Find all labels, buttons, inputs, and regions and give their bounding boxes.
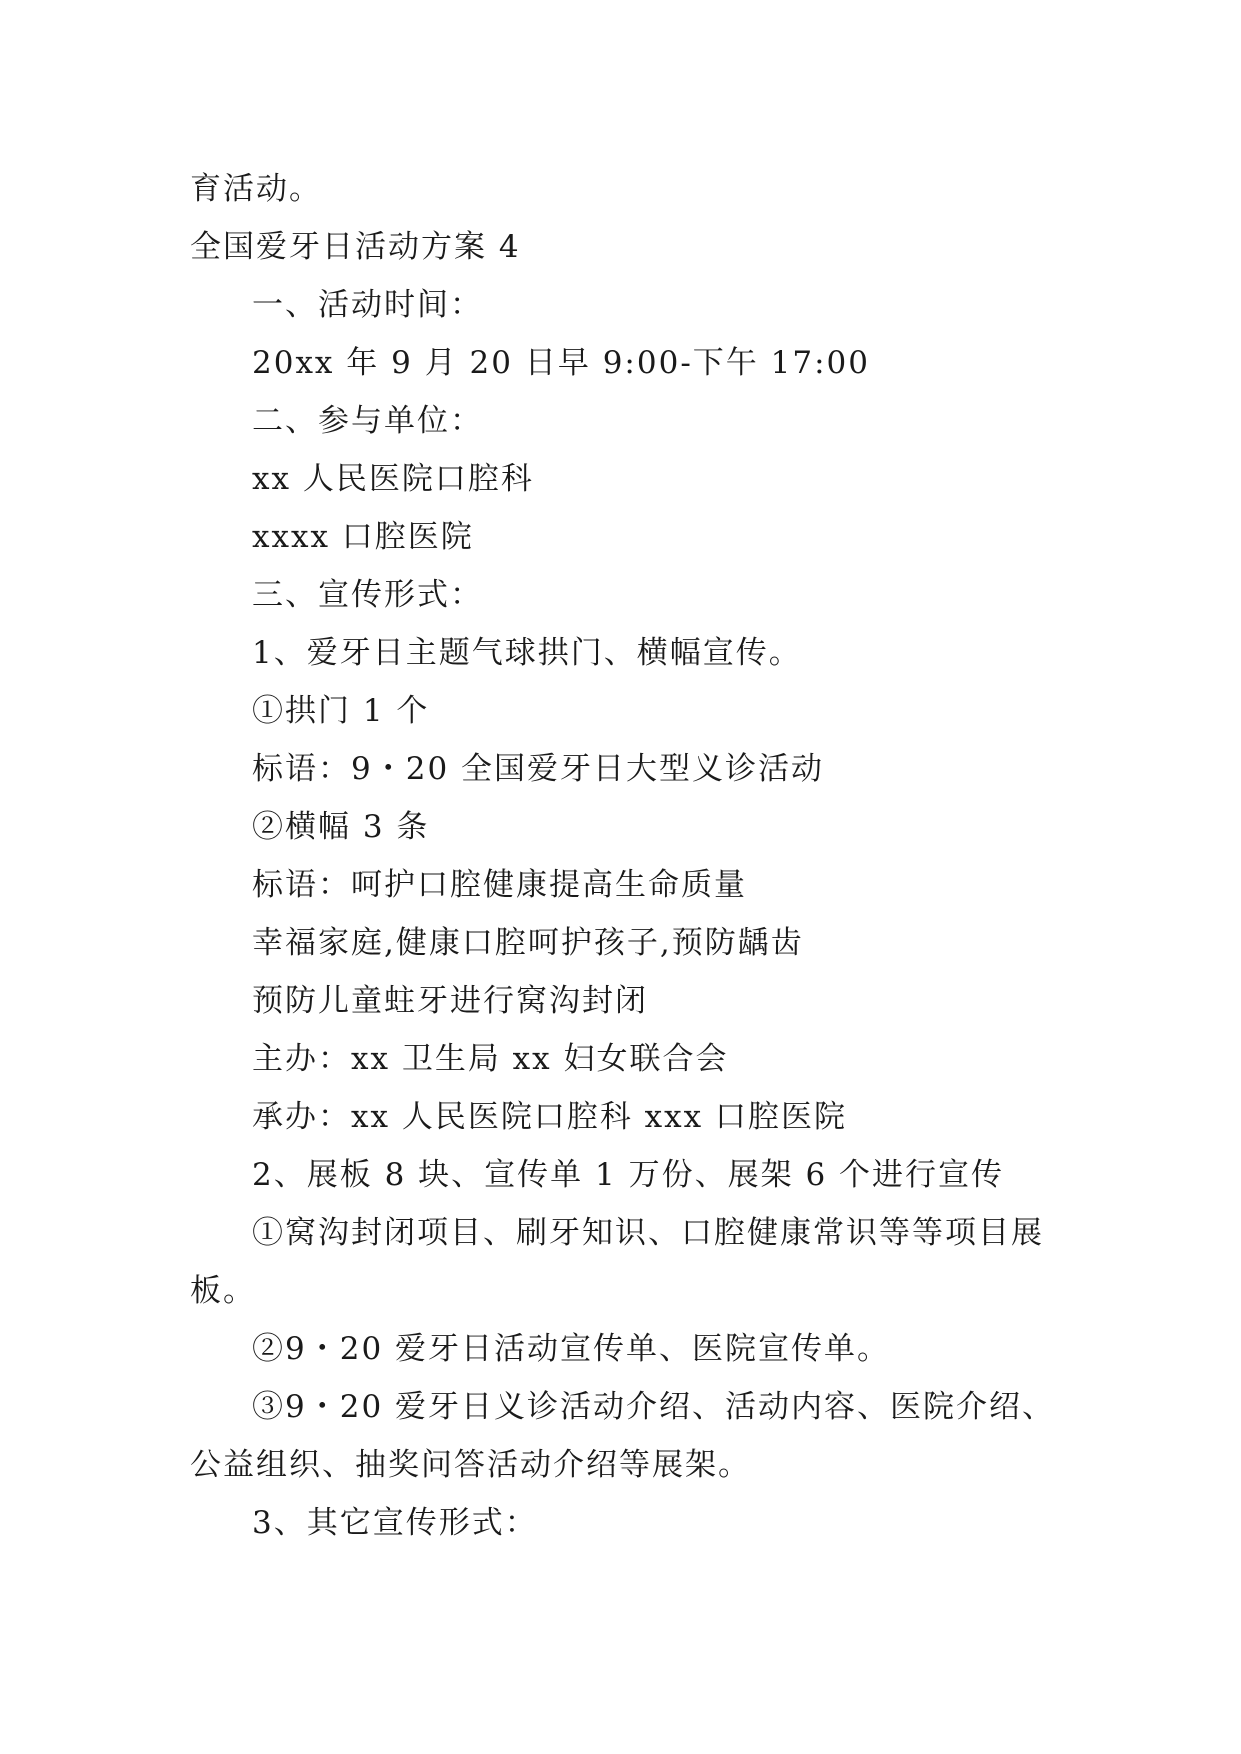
text-line: ①拱门 1 个 <box>252 693 430 729</box>
document-body <box>190 160 1056 1552</box>
subheading-publicity: 三、宣传形式： <box>252 577 483 613</box>
text-line: ①窝沟封闭项目、刷牙知识、口腔健康常识等等项目展 <box>252 1215 1044 1251</box>
text-line: 预防儿童蛀牙进行窝沟封闭 <box>252 983 648 1019</box>
subheading-participants: 二、参与单位： <box>252 403 483 439</box>
text-line: 主办：xx 卫生局 xx 妇女联合会 <box>252 1041 729 1077</box>
text-line: 育活动。 <box>190 171 322 207</box>
text-line: 标语：呵护口腔健康提高生命质量 <box>252 867 747 903</box>
text-line: 板。 <box>190 1273 256 1309</box>
text-line: ②横幅 3 条 <box>252 809 430 845</box>
section-heading: 全国爱牙日活动方案 4 <box>190 229 521 265</box>
text-line: 公益组织、抽奖问答活动介绍等展架。 <box>190 1447 751 1483</box>
text-line: xxxx 口腔医院 <box>252 519 474 555</box>
text-line: ③9・20 爱牙日义诊活动介绍、活动内容、医院介绍、 <box>252 1389 1056 1425</box>
text-line: ②9・20 爱牙日活动宣传单、医院宣传单。 <box>252 1331 891 1367</box>
text-line: 3、其它宣传形式： <box>252 1505 538 1541</box>
text-line: xx 人民医院口腔科 <box>252 461 534 497</box>
subheading-time: 一、活动时间： <box>252 287 483 323</box>
text-line: 幸福家庭,健康口腔呵护孩子,预防龋齿 <box>252 925 804 961</box>
text-line: 承办：xx 人民医院口腔科 xxx 口腔医院 <box>252 1099 847 1135</box>
text-line: 20xx 年 9 月 20 日早 9:00-下午 17:00 <box>252 345 870 381</box>
text-line: 标语：9・20 全国爱牙日大型义诊活动 <box>252 751 825 787</box>
text-line: 1、爱牙日主题气球拱门、横幅宣传。 <box>252 635 802 671</box>
text-line: 2、展板 8 块、宣传单 1 万份、展架 6 个进行宣传 <box>252 1157 1005 1193</box>
